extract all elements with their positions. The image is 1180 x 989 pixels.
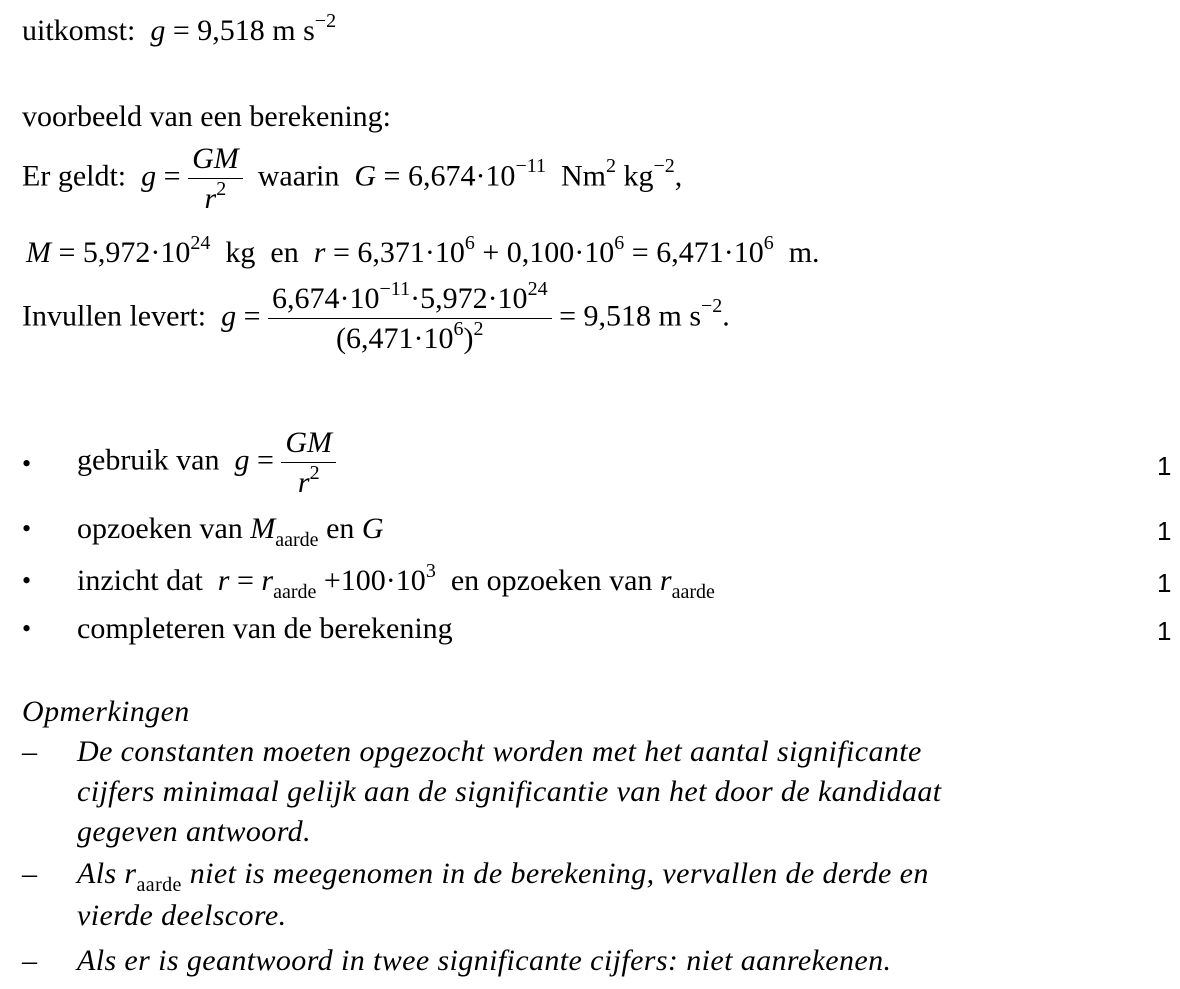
score-1: 1 xyxy=(1157,451,1172,481)
remark-2-line-2: vierde deelscore. xyxy=(77,899,287,932)
scoring-item-4: completeren van de berekening xyxy=(77,612,453,645)
remark-dash: – xyxy=(22,857,37,890)
line3-unit-exp: −2 xyxy=(701,295,723,318)
G-exp: −11 xyxy=(515,155,546,178)
remark-dash: – xyxy=(22,944,37,977)
scoring-item-2 xyxy=(77,512,384,551)
example-heading: voorbeeld van een berekening: xyxy=(22,100,392,133)
remarks-heading: Opmerkingen xyxy=(22,695,190,728)
scoring-item-text: inzicht dat xyxy=(77,564,203,597)
conjunction: en xyxy=(270,236,299,269)
outcome-line: uitkomst: g = 9,518 m $s^{-2}$ xyxy=(22,10,337,47)
G-unit-2: kg xyxy=(623,159,654,193)
fraction-gm-r2 xyxy=(188,143,243,214)
fraction-substitution xyxy=(268,278,552,355)
scoring-item-3: inzicht dat $r = r_{aarde} +100\cdot 10^3$ en opzoeken van $r_{aarde}$ xyxy=(77,560,715,603)
var-g: g xyxy=(221,299,237,333)
bullet: • xyxy=(22,614,32,643)
den-a-exp: 6 xyxy=(453,317,464,340)
var-r: r xyxy=(204,181,217,215)
fraction-denominator xyxy=(281,463,336,499)
G-unit-2-exp: −2 xyxy=(653,155,675,178)
remark-3: Als er is geantwoord in twee significante cijfers: niet aanrekenen. xyxy=(77,944,892,977)
remark-2-line-1 xyxy=(77,857,929,896)
num-a-exp: −11 xyxy=(379,278,411,300)
sub-aarde: aarde xyxy=(136,874,182,896)
score-4: 1 xyxy=(1157,616,1172,646)
fraction-numerator: GM xyxy=(281,427,336,463)
fraction-gm-r2 xyxy=(281,427,336,498)
G-value: 6,674·10 xyxy=(407,159,516,193)
r-result-exp: 6 xyxy=(763,232,774,254)
score-3: 1 xyxy=(1157,568,1172,598)
line3-trail: . xyxy=(722,299,730,333)
outcome-exp: −2 xyxy=(314,10,337,32)
remark-2-a: Als r xyxy=(77,857,137,890)
fraction-denominator xyxy=(268,319,552,355)
M-unit: kg xyxy=(225,236,256,269)
sub-aarde: aarde xyxy=(275,529,319,551)
remark-dash: – xyxy=(22,735,37,768)
fraction-numerator xyxy=(268,278,552,319)
den-b-exp: 2 xyxy=(473,317,484,340)
remark-2-b: niet is meegenomen in de berekening, vervallen de derde en xyxy=(181,857,929,890)
var-M: M xyxy=(26,236,51,269)
line3-lead: Invullen levert: xyxy=(22,299,207,333)
var-G: G xyxy=(361,512,384,545)
score-2: 1 xyxy=(1157,516,1172,546)
scoring-item-text: en xyxy=(326,512,355,545)
fraction-denominator xyxy=(188,179,243,215)
scoring-item-text: en opzoeken van xyxy=(450,564,653,597)
line3-result: = 9,518 xyxy=(559,299,651,333)
outcome-label: uitkomst: xyxy=(22,14,136,47)
var-g: g xyxy=(141,159,157,193)
remark-1-line-2: cijfers minimaal gelijk aan de significantie van het door de kandidaat xyxy=(77,775,942,808)
r-result: 6,471·10 xyxy=(656,236,764,269)
sub-aarde: aarde xyxy=(273,581,317,603)
r-term-2: 0,100·10 xyxy=(506,236,615,269)
var-r: r xyxy=(297,465,310,499)
den-a: (6,471·10 xyxy=(336,321,454,355)
remark-1-line-1: De constanten moeten opgezocht worden met het aantal significante xyxy=(77,735,922,768)
den-b: ) xyxy=(463,321,474,355)
exp: 2 xyxy=(309,461,320,484)
scoring-item-text: gebruik van xyxy=(77,443,220,477)
line1-mid: waarin xyxy=(257,159,340,193)
var-r: r xyxy=(313,236,326,269)
var-r: r xyxy=(217,564,230,597)
outcome-unit: m s xyxy=(272,14,315,47)
var-g: g xyxy=(234,443,250,477)
G-unit-1: Nm xyxy=(560,159,606,193)
sub-aarde: aarde xyxy=(671,581,715,603)
remark-1-line-3: gegeven antwoord. xyxy=(77,815,311,848)
bullet: • xyxy=(22,566,32,595)
bullet: • xyxy=(22,514,32,543)
bullet: • xyxy=(22,449,32,478)
fraction-numerator: GM xyxy=(188,143,243,179)
M-value: 5,972·10 xyxy=(82,236,191,269)
var-r: r xyxy=(659,564,672,597)
example-line-3: Invullen levert: g = $\frac{6,674\cdot 10^{-11}\cdot 5,972\cdot 10^{24}}{(6,471\cdot 10^6)^2}$ = 9,518 m $s^{-2}$. xyxy=(22,278,730,355)
scoring-item-text: opzoeken van xyxy=(77,512,243,545)
line1-lead: Er geldt: xyxy=(22,159,127,193)
G-unit-1-exp: 2 xyxy=(605,155,616,178)
var-G: G xyxy=(354,159,377,193)
example-line-2: $M = 5,972\cdot 10^{24}$ kg en $r = 6,371\cdot 10^6 + 0,100\cdot 10^6 = 6,471\cdot 10^6$ m. xyxy=(26,232,820,269)
num-b: ·5,972·10 xyxy=(410,282,528,315)
outcome-value: 9,518 xyxy=(197,14,265,47)
var-r: r xyxy=(261,564,274,597)
r-term-2-exp: 6 xyxy=(614,232,625,254)
num-b-exp: 24 xyxy=(527,278,548,300)
var-g: g xyxy=(150,14,166,47)
scoring-item-1: gebruik van g = $\frac{GM}{r^2}$ xyxy=(77,427,336,498)
r-unit: m. xyxy=(788,236,820,269)
line1-trail: , xyxy=(674,159,683,193)
scoring-mid: +100·10 xyxy=(323,564,426,597)
exp: 2 xyxy=(216,177,227,200)
scoring-exp: 3 xyxy=(425,560,436,582)
line3-unit: m s xyxy=(658,299,701,333)
example-line-1: Er geldt: g = $\frac{GM}{r^2}$ waarin $G = 6,674\cdot 10^{-11}$ Nm$^2$ $kg^{-2}$, xyxy=(22,142,683,215)
r-term-1: 6,371·10 xyxy=(357,236,465,269)
var-M: M xyxy=(250,512,276,545)
M-exp: 24 xyxy=(190,232,211,254)
r-term-1-exp: 6 xyxy=(464,232,475,254)
num-a: 6,674·10 xyxy=(272,282,380,315)
